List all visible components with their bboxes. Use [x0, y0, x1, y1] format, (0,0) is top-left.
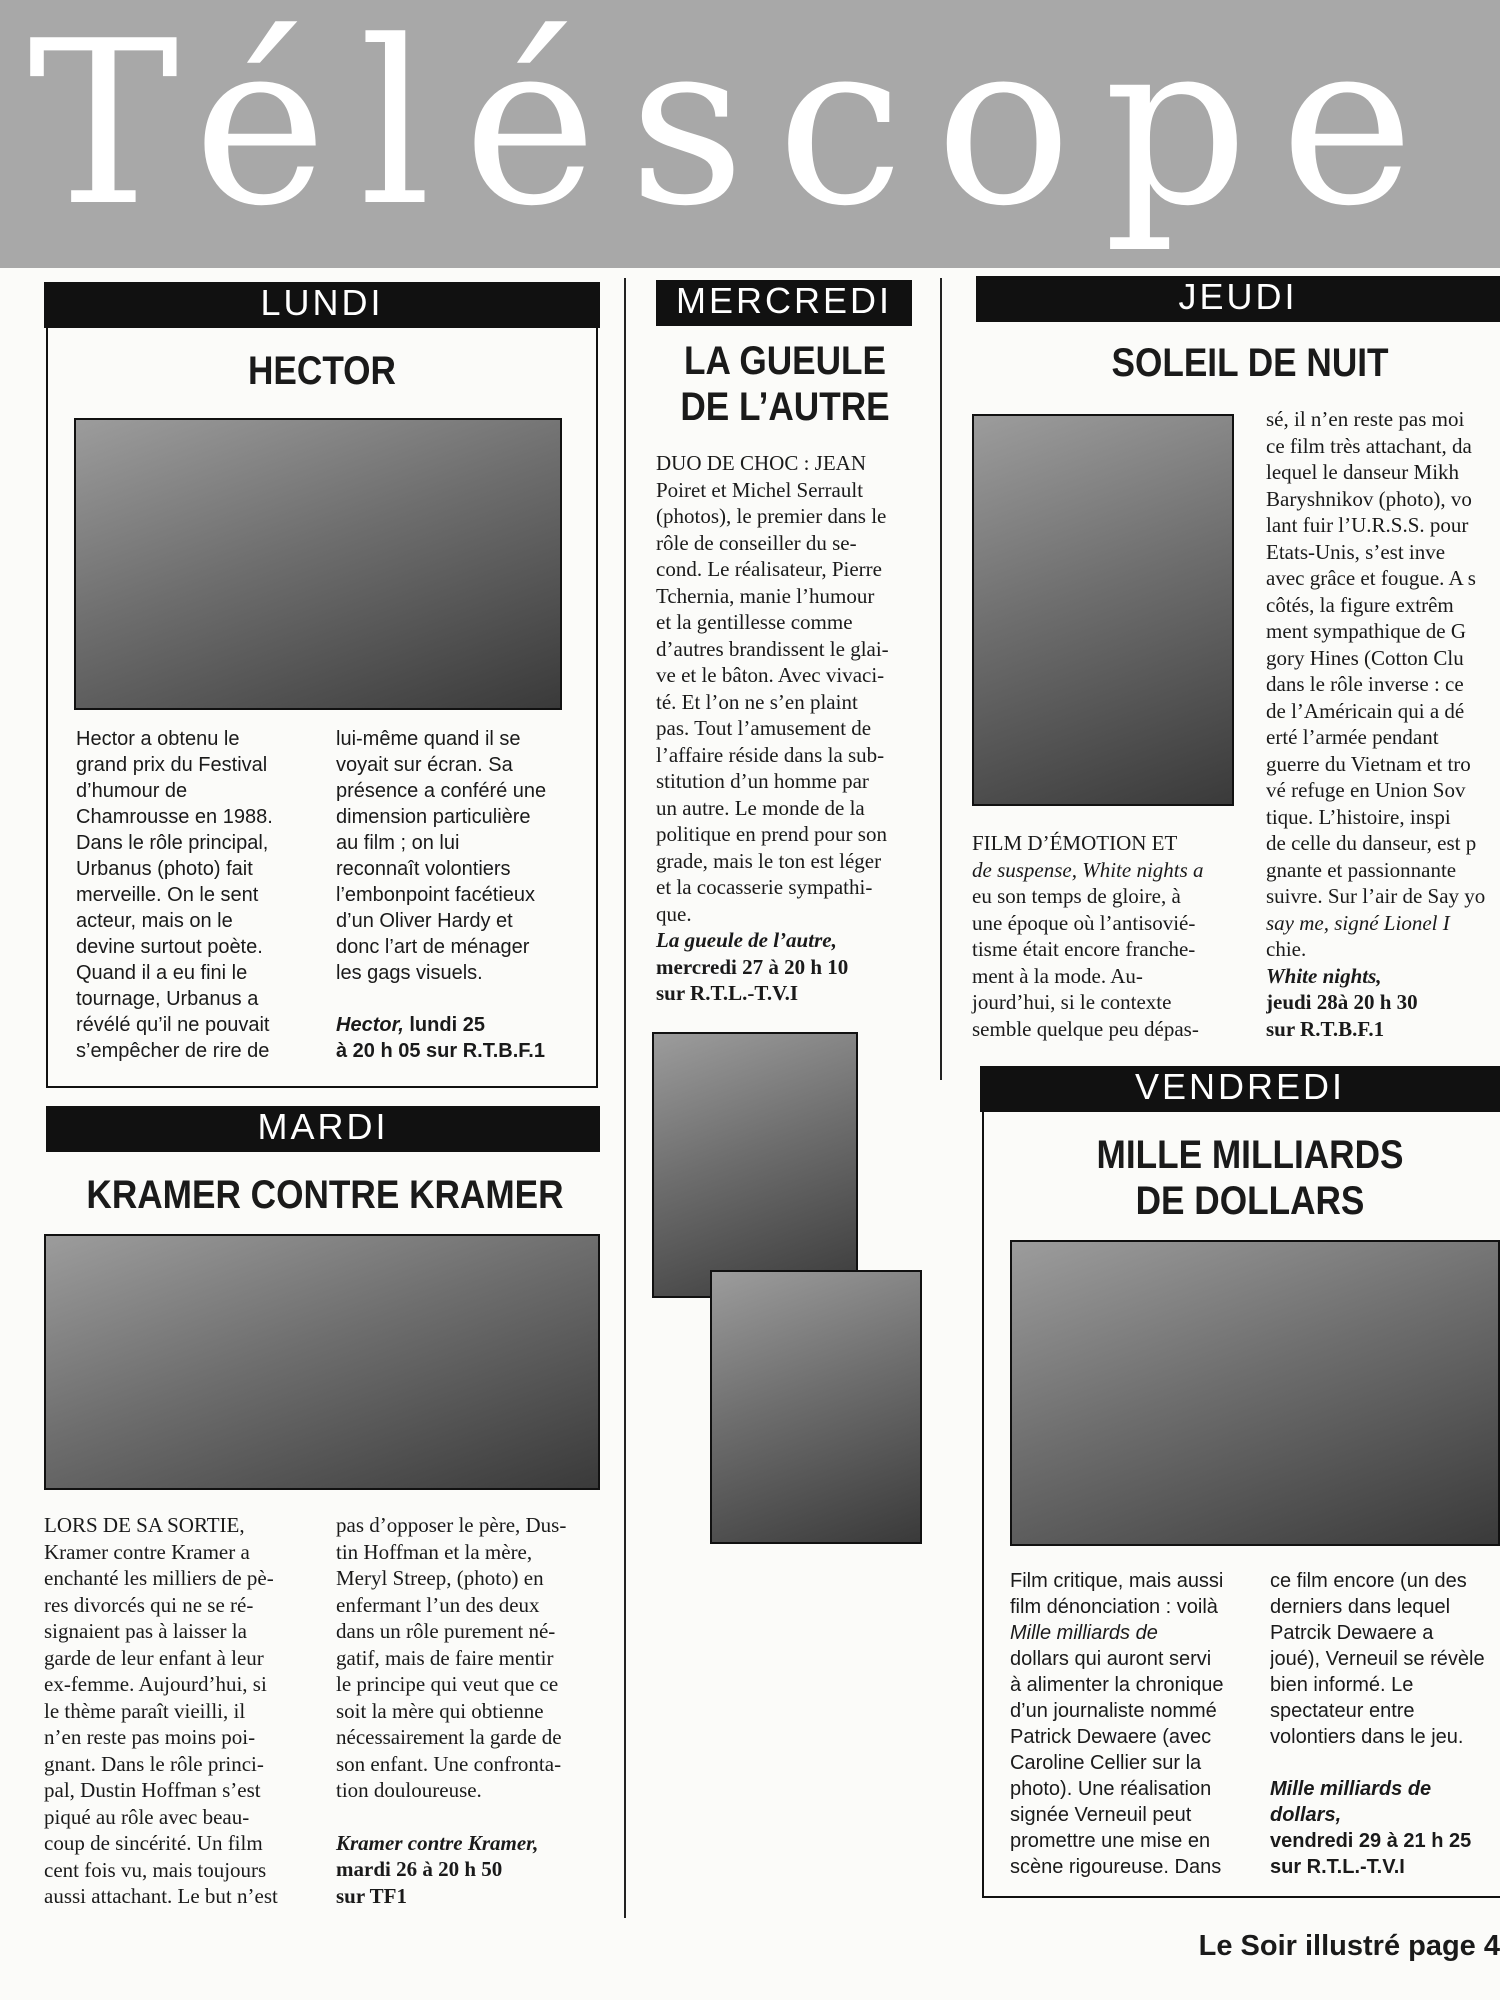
jeudi-day-band: JEUDI: [976, 276, 1500, 322]
poiret-photo: [652, 1032, 858, 1298]
mercredi-listing-title: La gueule de l’autre,: [656, 928, 837, 952]
mardi-col1: LORS DE SA SORTIE, Kramer contre Kramer a enchanté les milliers de pè- res divorcés qui ne se ré- signaient pas à laisser la garde de leur enfant à leur ex-femme. Aujourd’hui, si le thème paraît vieilli, il n’en reste pas moins poi- gnant. Dans le rôle princi- pal, Dustin Hoffman s’est piqué au rôle avec beau- coup de sincérité. Un film cent fois vu, mais toujours aussi attachant. Le but n’est: [44, 1513, 278, 1908]
vendredi-day-band: VENDREDI: [980, 1066, 1500, 1112]
column-rule-left: [624, 278, 626, 1918]
mercredi-film-title-line2: DE L’AUTRE: [680, 385, 890, 429]
mercredi-body: DUO DE CHOC : JEAN Poiret et Michel Serrault (photos), le premier dans le rôle de conseiller du se- cond. Le réalisateur, Pierre Tchernia, manie l’humour et la gentillesse comme d’autres brandissent le glai- ve et le bâton. Avec vivaci- té. Et l’on ne s’en plaint pas. Tout l’amusement de l’affaire réside dans la sub- stitution d’un homme par un autre. Le monde de la politique en prend pour son grade, mais le ton est léger et la cocasserie sympathi- que. La gueule de l’autre, mercredi 27 à 20 h 10 sur R.T.L.-T.V.I: [656, 450, 918, 1007]
mardi-col2: pas d’opposer le père, Dus- tin Hoffman et la mère, Meryl Streep, (photo) en enfermant l’un des deux dans un rôle purement né- gatif, mais de faire mentir le principe qui veut que ce soit la mère qui obtienne nécessairement la garde de son enfant. Une confronta- tion douloureuse. Kramer contre Kramer, mardi 26 à 20 h 50 sur TF1: [336, 1512, 600, 1909]
vendredi-film-title-line2: DE DOLLARS: [1135, 1179, 1365, 1223]
serrault-photo: [710, 1270, 922, 1544]
mercredi-film-title-line1: LA GUEULE: [683, 339, 887, 383]
lundi-col2: lui-même quand il se voyait sur écran. Sa présence a conféré une dimension particulière au film ; on lui reconnaît volontiers l’embonpoint facétieux d’un Oliver Hardy et donc l’art de ménager les gags visuels. Hector, lundi 25 à 20 h 05 sur R.T.B.F.1: [336, 726, 576, 1064]
lundi-listing: Hector, lundi 25: [336, 1014, 485, 1036]
lundi-col1: Hector a obtenu le grand prix du Festival d’humour de Chamrousse en 1988. Dans le rôle principal, Urbanus (photo) fait merveille. On le sent acteur, mais on le devine surtout poète. Quand il a eu fini le tournage, Urbanus a révélé qu’il ne pouvait s’empêcher de rire de: [76, 728, 273, 1062]
jeudi-col2: sé, il n’en reste pas moi ce film très attachant, da lequel le danseur Mikh Baryshnikov (photo), vo lant fuir l’U.R.S.S. pour Etats-Unis, s’est inve avec grâce et fougue. A s côtés, la figure extrêm ment sympathique de G gory Hines (Cotton Clu dans le rôle inverse : ce de l’Américain qui a dé erté l’armée pendant guerre du Vietnam et tro vé refuge en Union Sov tique. L’histoire, inspi de celle du danseur, est p gnante et passionnante suivre. Sur l’air de Say yo say me, signé Lionel I chie. White nights, jeudi 28à 20 h 30 sur R.T.B.F.1: [1266, 406, 1500, 1042]
mardi-film-title: KRAMER CONTRE KRAMER: [86, 1173, 564, 1217]
kramer-photo: [44, 1234, 600, 1490]
mardi-listing-title: Kramer contre Kramer,: [336, 1830, 539, 1855]
hector-photo: [74, 418, 562, 710]
column-rule-right: [940, 278, 942, 1080]
jeudi-film-title: SOLEIL DE NUIT: [1111, 341, 1389, 385]
mardi-day-band: MARDI: [46, 1106, 600, 1152]
lundi-day-band: LUNDI: [44, 282, 600, 328]
baryshnikov-photo: [972, 414, 1234, 806]
vendredi-listing-title: Mille milliards de: [1270, 1778, 1432, 1800]
masthead-banner: [0, 0, 1500, 268]
vendredi-col1: Film critique, mais aussi film dénonciation : voilà Mille milliards de dollars qui auront servi à alimenter la chronique d’un journaliste nommé Patrick Dewaere (avec Caroline Cellier sur la photo). Une réalisation signée Verneuil peut promettre une mise en scène rigoureuse. Dans: [1010, 1570, 1224, 1878]
vendredi-col2: ce film encore (un des derniers dans lequel Patrcik Dewaere a joué), Verneuil se révèle bien informé. Le spectateur entre volontiers dans le jeu. Mille milliards de dollars, vendredi 29 à 21 h 25 sur R.T.L.-T.V.I: [1270, 1568, 1500, 1880]
masthead-title: Téléscope: [28, 0, 1446, 256]
jeudi-listing-title: White nights,: [1266, 963, 1382, 988]
mercredi-day-band: MERCREDI: [656, 280, 912, 326]
lundi-film-title: HECTOR: [247, 349, 396, 393]
vendredi-film-title-line1: MILLE MILLIARDS: [1096, 1133, 1404, 1177]
dewaere-photo: [1010, 1240, 1500, 1546]
jeudi-col1: FILM D’ÉMOTION ET de suspense, White nights a eu son temps de gloire, à une époque où l’antisovié- tisme était encore franche- ment à la mode. Au- jourd’hui, si le contexte semble quelque peu dépas-: [972, 831, 1204, 1041]
page-footer: Le Soir illustré page 4: [1198, 1930, 1500, 1962]
